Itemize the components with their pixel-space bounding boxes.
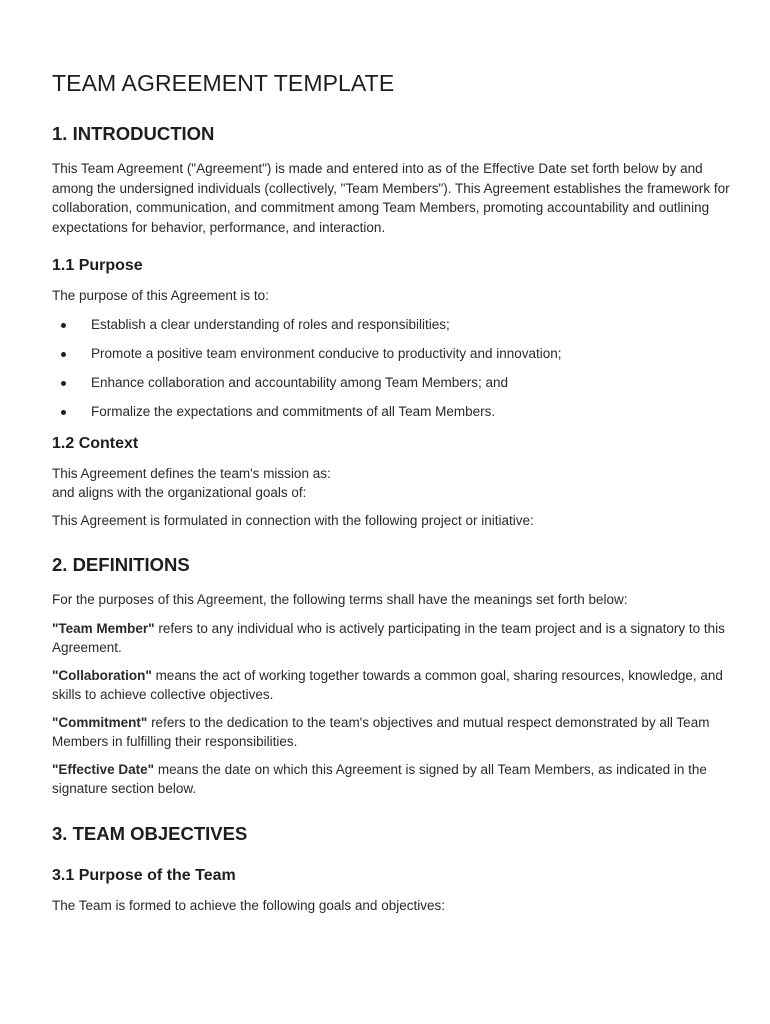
definition-term: "Collaboration" xyxy=(52,667,152,683)
context-line-goals: and aligns with the organizational goals of: xyxy=(52,485,307,500)
section-heading-introduction: 1. INTRODUCTION xyxy=(52,123,215,144)
subsection-heading-context: 1.2 Context xyxy=(52,434,139,452)
definition-collaboration xyxy=(52,666,732,705)
context-line-project: This Agreement is formulated in connection with the following project or initiative: xyxy=(52,512,534,528)
bullet-icon xyxy=(61,323,66,328)
definition-term: "Commitment" xyxy=(52,714,148,730)
definitions-lead: For the purposes of this Agreement, the following terms shall have the meanings set forth below: xyxy=(52,592,628,607)
context-line-mission: This Agreement defines the team's mission as: xyxy=(52,465,331,481)
definition-text: means the act of working together towards a common goal, sharing resources, knowledge, and skills to achieve collective objectives. xyxy=(52,667,723,702)
definition-text: means the date on which this Agreement is signed by all Team Members, as indicated in the signature section below. xyxy=(52,761,707,796)
section-heading-definitions: 2. DEFINITIONS xyxy=(52,554,190,575)
definition-term: "Effective Date" xyxy=(52,761,155,777)
definition-team-member xyxy=(52,619,732,658)
section-heading-objectives: 3. TEAM OBJECTIVES xyxy=(52,822,248,844)
subsection-heading-team-purpose: 3.1 Purpose of the Team xyxy=(52,866,236,884)
subsection-heading-purpose: 1.1 Purpose xyxy=(52,257,143,274)
list-item-text: Enhance collaboration and accountability among Team Members; and xyxy=(91,374,509,390)
bullet-icon xyxy=(61,410,66,415)
definition-commitment xyxy=(52,713,732,752)
document-content xyxy=(52,70,732,923)
purpose-lead: The purpose of this Agreement is to: xyxy=(52,288,269,303)
definition-text: refers to any individual who is actively participating in the team project and is a signatory to this Agreement. xyxy=(52,620,725,655)
purpose-list xyxy=(52,315,732,422)
list-item-text: Establish a clear understanding of roles and responsibilities; xyxy=(91,316,450,332)
document-title: TEAM AGREEMENT TEMPLATE xyxy=(52,70,395,96)
definition-text: refers to the dedication to the team's objectives and mutual respect demonstrated by all Team Members in fulfilling their responsibilities. xyxy=(52,714,710,749)
list-item xyxy=(52,373,732,393)
bullet-icon xyxy=(61,381,66,386)
list-item-text: Formalize the expectations and commitments of all Team Members. xyxy=(91,403,496,419)
definition-term: "Team Member" xyxy=(52,620,155,636)
list-item xyxy=(52,315,732,335)
introduction-paragraph: This Team Agreement ("Agreement") is made and entered into as of the Effective Date set forth below by and among the undersigned individuals (collectively, "Team Members"). This Agreement establishes the framework for collaboration, communication, and commitment among Team Members, promoting accountability and outlining expectations for behavior, performance, and interaction. xyxy=(52,161,730,235)
list-item-text: Promote a positive team environment conducive to productivity and innovation; xyxy=(91,345,562,361)
bullet-icon xyxy=(61,352,66,357)
context-paragraph xyxy=(52,464,732,503)
list-item xyxy=(52,402,732,422)
objectives-lead: The Team is formed to achieve the following goals and objectives: xyxy=(52,897,445,913)
list-item xyxy=(52,344,732,364)
definition-effective-date xyxy=(52,760,732,799)
